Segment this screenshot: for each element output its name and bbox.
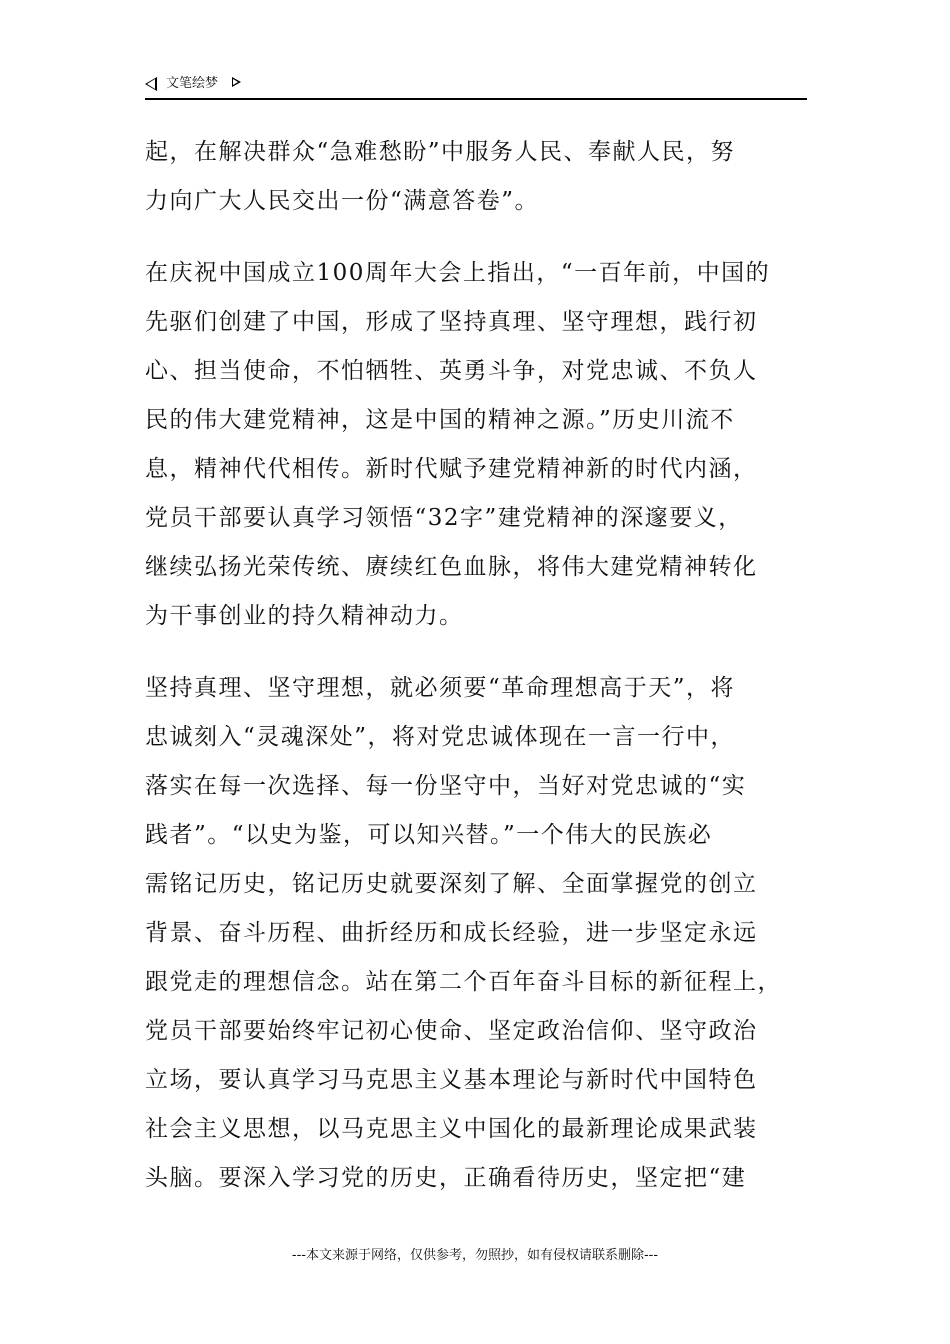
page-footer: ---本文来源于网络，仅供参考，勿照抄，如有侵权请联系删除--- [291, 1248, 659, 1263]
document-body [145, 128, 810, 1226]
triangle-left-icon [145, 77, 157, 91]
header-brand: 文笔绘梦 [166, 76, 219, 91]
paragraph: 在庆祝中国成立100周年大会上指出，“一百年前，中国的 先驱们创建了中国，形成了坚持真理、坚守理想，践行初 心、担当使命，不怕牺牲、英勇斗争，对党忠诚、不负人 民的伟大建党精神，这是中国的精神之源。”历史川流不 息，精神代代相传。新时代赋予建党精神新的时代内涵， 党员干部要认真学习领悟“32字”建党精神的深邃要义， 继续弘扬光荣传统、赓续红色血脉，将伟大建党精神转化 为干事创业的持久精神动力。 [145, 260, 771, 629]
triangle-right-icon [232, 77, 241, 87]
paragraph: 坚持真理、坚守理想，就必须要“革命理想高于天”，将 忠诚刻入“灵魂深处”，将对党忠诚体现在一言一行中， 落实在每一次选择、每一份坚守中，当好对党忠诚的“实 践者”。“以史为鉴，可以知兴替。”一个伟大的民族必 需铭记历史，铭记历史就要深刻了解、全面掌握党的创立 背景、奋斗历程、曲折经历和成长经验，进一步坚定永远 跟党走的理想信念。站在第二个百年奋斗目标的新征程上， 党员干部要始终牢记初心使命、坚定政治信仰、坚守政治 立场，要认真学习马克思主义基本理论与新时代中国特色 社会主义思想，以马克思主义中国化的最新理论成果武装 头脑。要深入学习党的历史，正确看待历史，坚定把“建 [145, 675, 782, 1191]
paragraph: 起，在解决群众“急难愁盼”中服务人民、奉献人民，努 力向广大人民交出一份“满意答卷”。 [145, 139, 736, 214]
page-header [145, 74, 807, 100]
